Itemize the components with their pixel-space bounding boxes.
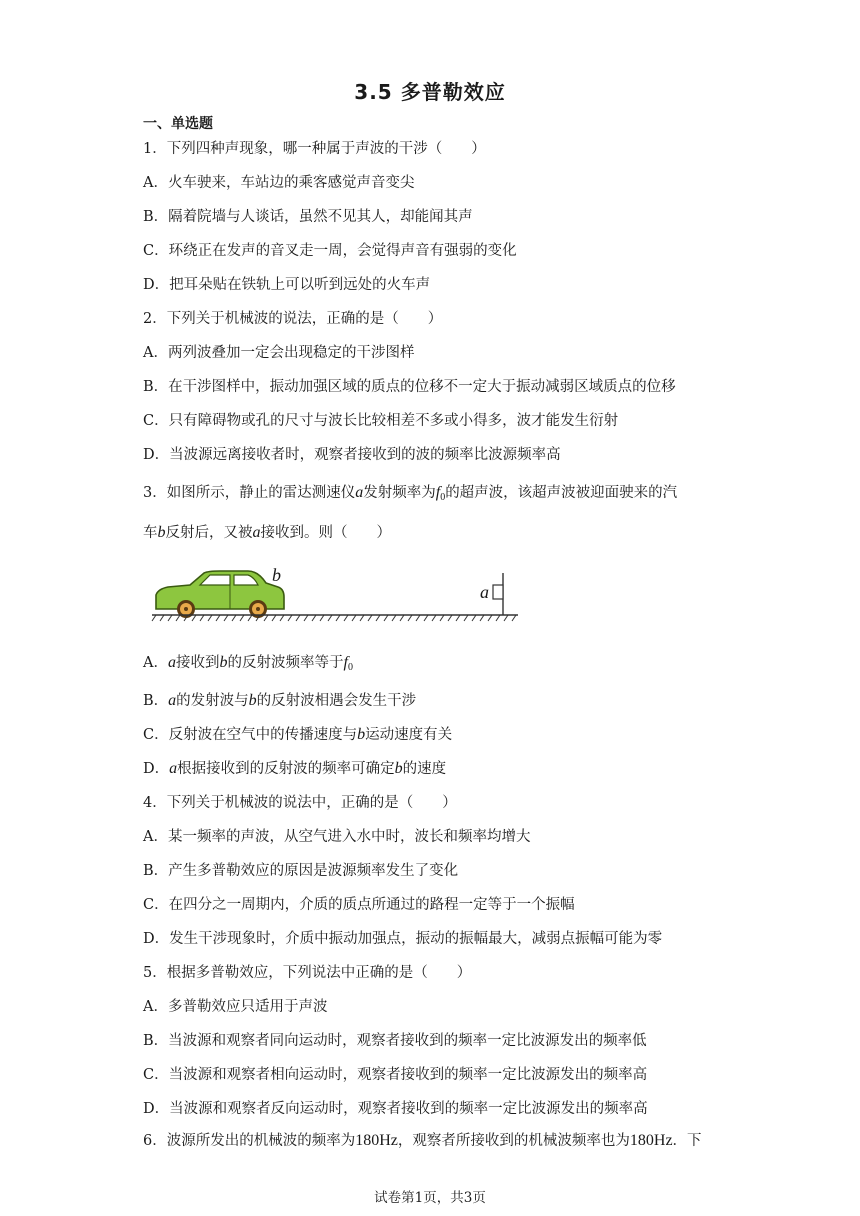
- q3-stem-line1: 3．如图所示，静止的雷达测速仪a发射频率为$f_0$的超声波，该超声波被迎面驶来的汽: [143, 484, 678, 503]
- q4-option-b[interactable]: B．产生多普勒效应的原因是波源频率发生了变化: [143, 863, 459, 879]
- var-a: a: [252, 524, 261, 541]
- q2-stem: 2．下列关于机械波的说法，正确的是（ ）: [143, 311, 443, 327]
- page-title: 3.5 多普勒效应: [354, 80, 506, 104]
- q1-option-a[interactable]: A．火车驶来，车站边的乘客感觉声音变尖: [143, 175, 415, 191]
- q1-option-d[interactable]: D．把耳朵贴在铁轨上可以听到远处的火车声: [143, 277, 431, 293]
- q4-option-a[interactable]: A．某一频率的声波，从空气进入水中时，波长和频率均增大: [143, 829, 531, 845]
- q1-stem: 1．下列四种声现象，哪一种属于声波的干涉（ ）: [143, 141, 486, 157]
- q3-option-b[interactable]: B．a的发射波与b的反射波相遇会发生干涉: [143, 692, 417, 709]
- var-a: a: [355, 484, 364, 501]
- q5-stem: 5．根据多普勒效应，下列说法中正确的是（ ）: [143, 965, 472, 981]
- ground-hatching: [152, 615, 516, 621]
- q1-option-c[interactable]: C．环绕正在发声的音叉走一周，会觉得声音有强弱的变化: [143, 243, 517, 259]
- car-label-b: b: [272, 565, 281, 585]
- q4-stem: 4．下列关于机械波的说法中，正确的是（ ）: [143, 795, 457, 811]
- var-f0: $f_0$: [435, 484, 446, 503]
- q2-option-b[interactable]: B．在干涉图样中，振动加强区域的质点的位移不一定大于振动减弱区域质点的位移: [143, 379, 676, 395]
- q4-option-c[interactable]: C．在四分之一周期内，介质的质点所通过的路程一定等于一个振幅: [143, 897, 575, 913]
- q5-option-c[interactable]: C．当波源和观察者相向运动时，观察者接收到的频率一定比波源发出的频率高: [143, 1067, 648, 1083]
- q5-option-d[interactable]: D．当波源和观察者反向运动时，观察者接收到的频率一定比波源发出的频率高: [143, 1101, 648, 1117]
- radar-car-figure: [150, 565, 522, 627]
- radar-label-a: a: [480, 582, 489, 602]
- q2-option-a[interactable]: A．两列波叠加一定会出现稳定的干涉图样: [143, 345, 415, 361]
- q5-option-b[interactable]: B．当波源和观察者同向运动时，观察者接收到的频率一定比波源发出的频率低: [143, 1033, 647, 1049]
- q3-option-a[interactable]: A．a接收到b的反射波频率等于$f_0$: [143, 654, 353, 673]
- page-footer: 试卷第1页，共3页: [374, 1190, 486, 1206]
- section-heading: 一、单选题: [143, 116, 213, 132]
- q6-stem: 6．波源所发出的机械波的频率为180Hz，观察者所接收到的机械波频率也为180Hz．下: [143, 1132, 702, 1149]
- radar-device: [493, 585, 503, 599]
- q3-option-c[interactable]: C．反射波在空气中的传播速度与b运动速度有关: [143, 726, 453, 743]
- var-b: b: [157, 524, 166, 541]
- q5-option-a[interactable]: A．多普勒效应只适用于声波: [143, 999, 328, 1015]
- q2-option-d[interactable]: D．当波源远离接收者时，观察者接收到的波的频率比波源频率高: [143, 447, 561, 463]
- q1-option-b[interactable]: B．隔着院墙与人谈话，虽然不见其人，却能闻其声: [143, 209, 473, 225]
- q3-option-d[interactable]: D．a根据接收到的反射波的频率可确定b的速度: [143, 760, 447, 777]
- q3-stem-line2: 车b反射后，又被a接收到。则（ ）: [143, 524, 391, 541]
- q4-option-d[interactable]: D．发生干涉现象时，介质中振动加强点，振动的振幅最大，减弱点振幅可能为零: [143, 931, 663, 947]
- q2-option-c[interactable]: C．只有障碍物或孔的尺寸与波长比较相差不多或小得多，波才能发生衍射: [143, 413, 619, 429]
